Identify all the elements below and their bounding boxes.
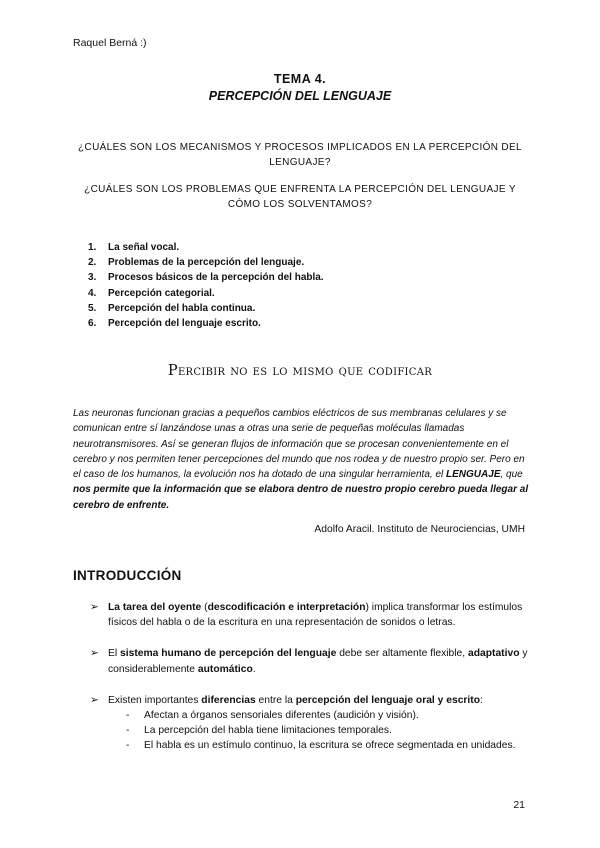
bullet-bold: descodificación e interpretación	[207, 602, 366, 613]
sub-item-text: La percepción del habla tiene limitaciones temporales.	[144, 725, 392, 737]
bullet-item	[90, 693, 530, 754]
guiding-questions	[70, 140, 530, 224]
toc-item	[88, 316, 324, 331]
dash-bullet-icon: -	[126, 740, 130, 752]
page-number: 21	[513, 799, 525, 811]
arrow-bullet-icon: ➢	[90, 694, 99, 706]
section-heading-introduccion: INTRODUCCIÓN	[73, 568, 182, 583]
table-of-contents	[88, 240, 324, 331]
quote-title: Percibir no es lo mismo que codificar	[167, 363, 433, 379]
toc-number: 4.	[88, 287, 97, 299]
bullet-bold: automático	[197, 663, 253, 675]
bullet-text: :	[480, 694, 483, 706]
toc-label: La señal vocal.	[108, 242, 180, 253]
bullet-bold: percepción del lenguaje oral y escrito	[295, 694, 481, 706]
sub-item	[126, 738, 530, 753]
bullet-item	[90, 600, 530, 630]
toc-number: 6.	[88, 318, 97, 330]
sub-item-text: El habla es un estímulo continuo, la escritura se ofrece segmentada en unidades.	[144, 740, 516, 752]
author-header: Raquel Berná :)	[73, 37, 147, 49]
bullet-item	[90, 646, 530, 676]
sub-item	[126, 708, 530, 723]
sub-item-text: Afectan a órganos sensoriales diferentes (audición y visión).	[144, 710, 419, 722]
toc-item	[88, 301, 324, 316]
toc-number: 5.	[88, 302, 97, 314]
toc-label: Percepción categorial.	[108, 287, 215, 299]
toc-label: Procesos básicos de la percepción del habla.	[108, 272, 324, 284]
sub-list	[108, 708, 530, 754]
toc-number: 1.	[88, 242, 97, 253]
title-block	[0, 72, 600, 103]
toc-item	[88, 270, 324, 285]
topic-title: PERCEPCIÓN DEL LENGUAJE	[208, 89, 392, 103]
dash-bullet-icon: -	[126, 710, 130, 722]
bullet-bold: diferencias	[201, 694, 256, 706]
bullet-text: El	[108, 648, 121, 660]
toc-item	[88, 255, 324, 270]
toc-label: Percepción del lenguaje escrito.	[108, 318, 261, 330]
question-2: ¿CUÁLES SON LOS PROBLEMAS QUE ENFRENTA LA PERCEPCIÓN DEL LENGUAJE Y CÓMO LOS SOLVENTAMOS?	[84, 184, 516, 210]
toc-number: 2.	[88, 257, 97, 269]
toc-label: Problemas de la percepción del lenguaje.	[108, 257, 305, 269]
intro-bullets	[90, 600, 530, 770]
bullet-bold: sistema humano de percepción del lenguaje	[120, 648, 337, 660]
quote-text-part: Las neuronas funcionan gracias a pequeños cambios eléctricos de sus membranas celulares y se comunican entre sí lanzándose unas a otras una serie de pequeñas moléculas llamadas neurotransmisores. Así se generan flujos de información que se procesan convenientemente en el cerebro y nos permiten tener percepciones del mundo que nos rodea y de nuestro propio ser. Pero en el caso de los humanos, la evolución nos ha dotado de una singular herramienta, el	[73, 408, 525, 481]
bullet-text: (	[201, 602, 208, 613]
quote-bold-phrase: nos permite que la información que se elabora dentro de nuestro propio cerebro pueda llegar al cerebro de enfrente.	[73, 484, 529, 511]
toc-label: Percepción del habla continua.	[108, 302, 256, 314]
bullet-text: .	[252, 663, 256, 675]
bullet-bold: adaptativo	[467, 648, 520, 660]
quote-text-part: , que	[500, 469, 523, 481]
quote-bold-term: LENGUAJE	[446, 469, 501, 481]
arrow-bullet-icon: ➢	[90, 648, 99, 660]
dash-bullet-icon: -	[126, 725, 130, 737]
quote-attribution: Adolfo Aracil. Instituto de Neurociencias, UMH	[314, 524, 525, 535]
bullet-text: ) implica transformar los estímulos físicos del habla o de la escritura en una representación de sonidos o letras.	[108, 602, 523, 629]
toc-item	[88, 286, 324, 301]
question-1: ¿CUÁLES SON LOS MECANISMOS Y PROCESOS IMPLICADOS EN LA PERCEPCIÓN DEL LENGUAJE?	[78, 142, 522, 168]
toc-number: 3.	[88, 272, 97, 284]
bullet-text: debe ser altamente flexible,	[336, 648, 468, 660]
arrow-bullet-icon: ➢	[90, 602, 99, 613]
sub-item	[126, 723, 530, 738]
bullet-text: entre la	[255, 694, 296, 706]
toc-item	[88, 240, 324, 255]
bullet-bold: La tarea del oyente	[108, 602, 202, 613]
quote-text	[73, 406, 535, 513]
topic-number: TEMA 4.	[273, 72, 327, 86]
bullet-text: y considerablemente	[108, 648, 528, 675]
bullet-text: Existen importantes	[108, 694, 202, 706]
